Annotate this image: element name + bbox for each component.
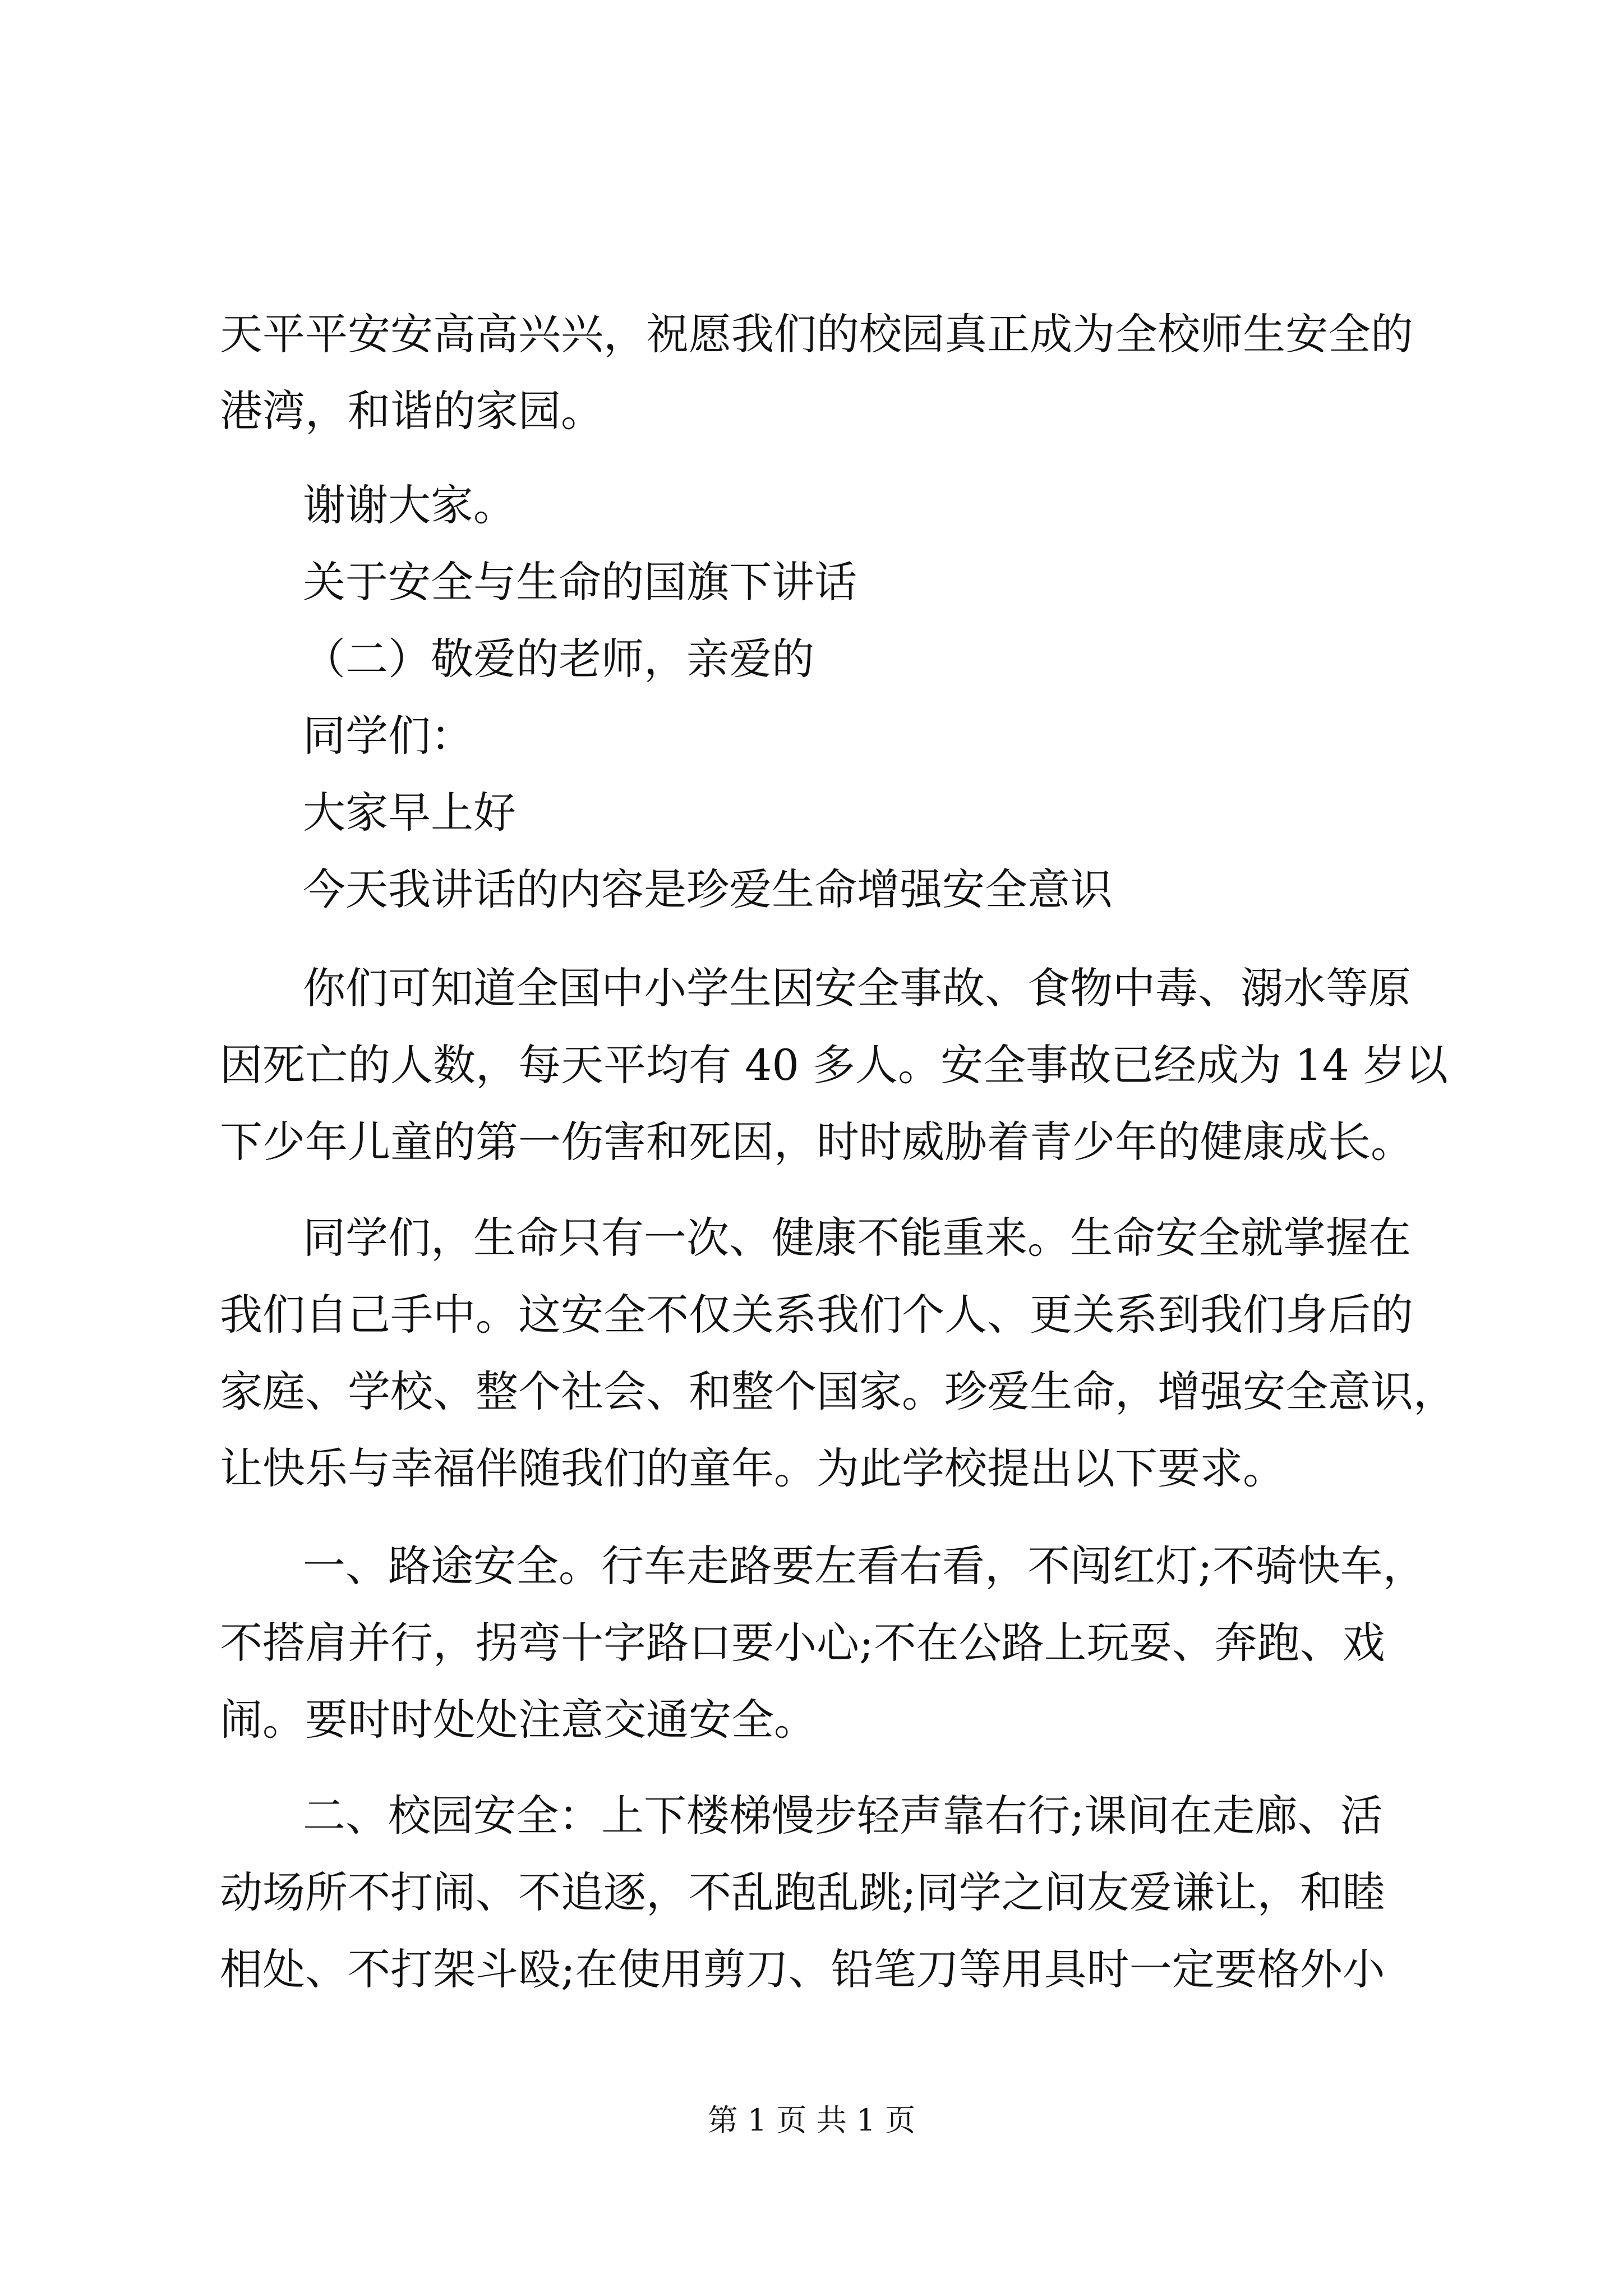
text-line: （二）敬爱的老师，亲爱的 xyxy=(303,634,814,684)
text-line: 大家早上好 xyxy=(303,788,516,838)
text-line: 谢谢大家。 xyxy=(303,480,516,530)
text-line: 下少年儿童的第一伤害和死因，时时威胁着青少年的健康成长。 xyxy=(220,1117,1413,1167)
text-line: 港湾，和谐的家园。 xyxy=(220,386,603,436)
text-line: 你们可知道全国中小学生因安全事故、食物中毒、溺水等原 xyxy=(303,963,1411,1013)
text-line: 同学们，生命只有一次、健康不能重来。生命安全就掌握在 xyxy=(303,1213,1411,1263)
text-line: 一、路途安全。行车走路要左看右看，不闯红灯;不骑快车， xyxy=(303,1541,1426,1591)
text-line: 家庭、学校、整个社会、和整个国家。珍爱生命，增强安全意识， xyxy=(220,1366,1456,1416)
text-line: 今天我讲话的内容是珍爱生命增强安全意识 xyxy=(303,864,1113,914)
text-line: 我们自己手中。这安全不仅关系我们个人、更关系到我们身后的 xyxy=(220,1290,1413,1340)
text-line: 二、校园安全：上下楼梯慢步轻声靠右行;课间在走廊、活 xyxy=(303,1791,1383,1841)
text-line: 动场所不打闹、不追逐，不乱跑乱跳;同学之间友爱谦让，和睦 xyxy=(220,1867,1385,1917)
section-heading: 关于安全与生命的国旗下讲话 xyxy=(303,557,857,607)
text-line: 相处、不打架斗殴;在使用剪刀、铅笔刀等用具时一定要格外小 xyxy=(220,1944,1385,1994)
text-line: 让快乐与幸福伴随我们的童年。为此学校提出以下要求。 xyxy=(220,1443,1285,1493)
text-line: 天平平安安高高兴兴，祝愿我们的校园真正成为全校师生安全的 xyxy=(220,309,1413,359)
text-line: 闹。要时时处处注意交通安全。 xyxy=(220,1695,817,1745)
text-line: 同学们： xyxy=(303,711,473,761)
text-line: 因死亡的人数，每天平均有 40 多人。安全事故已经成为 14 岁以 xyxy=(220,1040,1449,1090)
page-footer: 第 1 页 共 1 页 xyxy=(707,2102,916,2138)
text-line: 不搭肩并行，拐弯十字路口要小心;不在公路上玩耍、奔跑、戏 xyxy=(220,1618,1385,1668)
